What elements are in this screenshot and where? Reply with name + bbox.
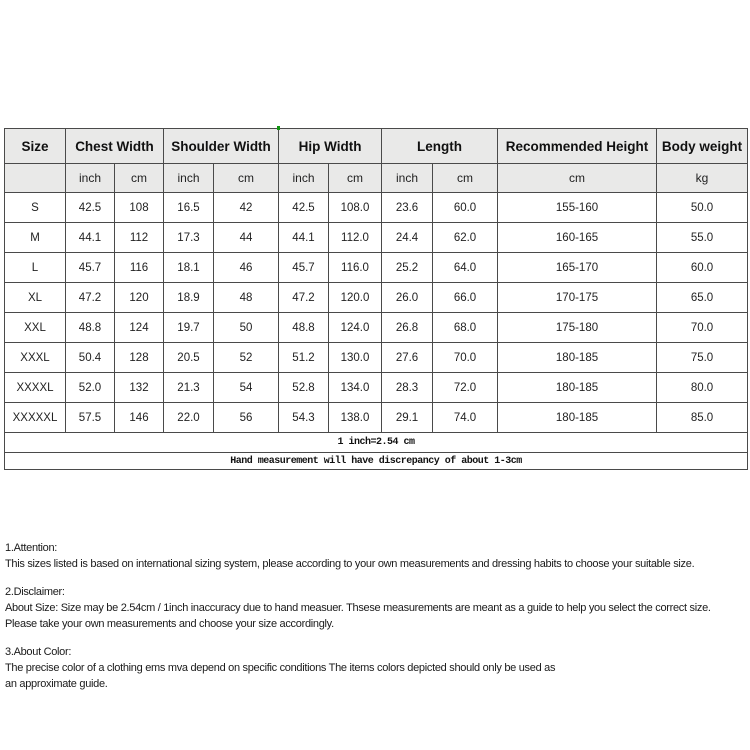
value-cell: 46 [214, 253, 279, 283]
value-cell: 24.4 [382, 223, 433, 253]
value-cell: 52.0 [66, 373, 115, 403]
col-header-hip: Hip Width [279, 129, 382, 164]
notes-section [5, 540, 749, 704]
value-cell: 42 [214, 193, 279, 223]
value-cell: 47.2 [66, 283, 115, 313]
value-cell: 60.0 [433, 193, 498, 223]
col-header-chest: Chest Width [66, 129, 164, 164]
value-cell: 72.0 [433, 373, 498, 403]
value-cell: 65.0 [657, 283, 748, 313]
col-header-length: Length [382, 129, 498, 164]
unit-label: inch [164, 164, 214, 193]
note-disclaimer [5, 584, 749, 632]
value-cell: 29.1 [382, 403, 433, 433]
unit-row [5, 164, 748, 193]
value-cell: 85.0 [657, 403, 748, 433]
value-cell: 160-165 [498, 223, 657, 253]
value-cell: 48.8 [66, 313, 115, 343]
value-cell: 108 [115, 193, 164, 223]
value-cell: 52.8 [279, 373, 329, 403]
value-cell: 68.0 [433, 313, 498, 343]
col-header-weight: Body weight [657, 129, 748, 164]
unit-empty [5, 164, 66, 193]
value-cell: 55.0 [657, 223, 748, 253]
value-cell: 120 [115, 283, 164, 313]
value-cell: 146 [115, 403, 164, 433]
unit-label: kg [657, 164, 748, 193]
value-cell: 26.8 [382, 313, 433, 343]
note-text: Please take your own measurements and choose your size accordingly. [5, 618, 334, 630]
value-cell: 116 [115, 253, 164, 283]
unit-label: inch [66, 164, 115, 193]
table-row [5, 373, 748, 403]
value-cell: 54.3 [279, 403, 329, 433]
table-row [5, 223, 748, 253]
value-cell: 175-180 [498, 313, 657, 343]
table-row [5, 343, 748, 373]
note-text: About Size: Size may be 2.54cm / 1inch inaccuracy due to hand measuer. Thsese measurements are meant as a guide to help you select the correct size. [5, 602, 711, 614]
value-cell: 80.0 [657, 373, 748, 403]
value-cell: 48 [214, 283, 279, 313]
unit-label: cm [214, 164, 279, 193]
value-cell: 165-170 [498, 253, 657, 283]
value-cell: 25.2 [382, 253, 433, 283]
col-header-shoulder: Shoulder Width [164, 129, 279, 164]
value-cell: 51.2 [279, 343, 329, 373]
value-cell: 42.5 [279, 193, 329, 223]
value-cell: 28.3 [382, 373, 433, 403]
size-cell: XXXXXL [5, 403, 66, 433]
note-text: This sizes listed is based on international sizing system, please according to your own measurements and dressing habits to choose your suitable size. [5, 558, 695, 570]
value-cell: 17.3 [164, 223, 214, 253]
value-cell: 19.7 [164, 313, 214, 343]
note-about-color [5, 644, 749, 692]
value-cell: 116.0 [329, 253, 382, 283]
value-cell: 56 [214, 403, 279, 433]
table-row [5, 283, 748, 313]
value-cell: 54 [214, 373, 279, 403]
value-cell: 120.0 [329, 283, 382, 313]
col-header-height: Recommended Height [498, 129, 657, 164]
value-cell: 50.0 [657, 193, 748, 223]
unit-label: inch [382, 164, 433, 193]
footnote-row [5, 453, 748, 470]
table-row [5, 313, 748, 343]
size-cell: L [5, 253, 66, 283]
value-cell: 155-160 [498, 193, 657, 223]
value-cell: 108.0 [329, 193, 382, 223]
value-cell: 60.0 [657, 253, 748, 283]
value-cell: 180-185 [498, 403, 657, 433]
note-attention [5, 540, 749, 572]
value-cell: 57.5 [66, 403, 115, 433]
value-cell: 64.0 [433, 253, 498, 283]
value-cell: 18.9 [164, 283, 214, 313]
footnote-inch-conversion: 1 inch=2.54 cm [5, 433, 748, 453]
value-cell: 44 [214, 223, 279, 253]
value-cell: 23.6 [382, 193, 433, 223]
value-cell: 138.0 [329, 403, 382, 433]
value-cell: 52 [214, 343, 279, 373]
value-cell: 50 [214, 313, 279, 343]
size-cell: S [5, 193, 66, 223]
size-cell: XL [5, 283, 66, 313]
value-cell: 132 [115, 373, 164, 403]
value-cell: 44.1 [279, 223, 329, 253]
value-cell: 70.0 [433, 343, 498, 373]
size-cell: XXXXL [5, 373, 66, 403]
size-chart-table [4, 128, 747, 470]
size-cell: XXXL [5, 343, 66, 373]
value-cell: 134.0 [329, 373, 382, 403]
header-row [5, 129, 748, 164]
note-heading: 2.Disclaimer: [5, 586, 65, 598]
unit-label: inch [279, 164, 329, 193]
value-cell: 66.0 [433, 283, 498, 313]
unit-label: cm [329, 164, 382, 193]
value-cell: 180-185 [498, 373, 657, 403]
value-cell: 74.0 [433, 403, 498, 433]
green-pixel-artifact [277, 126, 280, 130]
value-cell: 170-175 [498, 283, 657, 313]
value-cell: 50.4 [66, 343, 115, 373]
note-heading: 1.Attention: [5, 542, 58, 554]
value-cell: 20.5 [164, 343, 214, 373]
note-heading: 3.About Color: [5, 646, 72, 658]
footnote-measurement-discrepancy: Hand measurement will have discrepancy of about 1-3cm [5, 453, 748, 470]
table-row [5, 253, 748, 283]
value-cell: 180-185 [498, 343, 657, 373]
value-cell: 128 [115, 343, 164, 373]
table-row [5, 403, 748, 433]
col-header-size: Size [5, 129, 66, 164]
value-cell: 27.6 [382, 343, 433, 373]
value-cell: 21.3 [164, 373, 214, 403]
value-cell: 42.5 [66, 193, 115, 223]
value-cell: 18.1 [164, 253, 214, 283]
value-cell: 45.7 [279, 253, 329, 283]
unit-label: cm [433, 164, 498, 193]
size-cell: XXL [5, 313, 66, 343]
value-cell: 112.0 [329, 223, 382, 253]
value-cell: 45.7 [66, 253, 115, 283]
value-cell: 26.0 [382, 283, 433, 313]
value-cell: 62.0 [433, 223, 498, 253]
value-cell: 70.0 [657, 313, 748, 343]
value-cell: 130.0 [329, 343, 382, 373]
note-text: The precise color of a clothing ems mva depend on specific conditions The items colors depicted should only be used as [5, 662, 556, 674]
note-text: an approximate guide. [5, 678, 108, 690]
unit-label: cm [498, 164, 657, 193]
value-cell: 44.1 [66, 223, 115, 253]
unit-label: cm [115, 164, 164, 193]
value-cell: 47.2 [279, 283, 329, 313]
value-cell: 75.0 [657, 343, 748, 373]
value-cell: 112 [115, 223, 164, 253]
value-cell: 22.0 [164, 403, 214, 433]
value-cell: 124.0 [329, 313, 382, 343]
value-cell: 16.5 [164, 193, 214, 223]
size-cell: M [5, 223, 66, 253]
value-cell: 124 [115, 313, 164, 343]
value-cell: 48.8 [279, 313, 329, 343]
table-row [5, 193, 748, 223]
footnote-row [5, 433, 748, 453]
